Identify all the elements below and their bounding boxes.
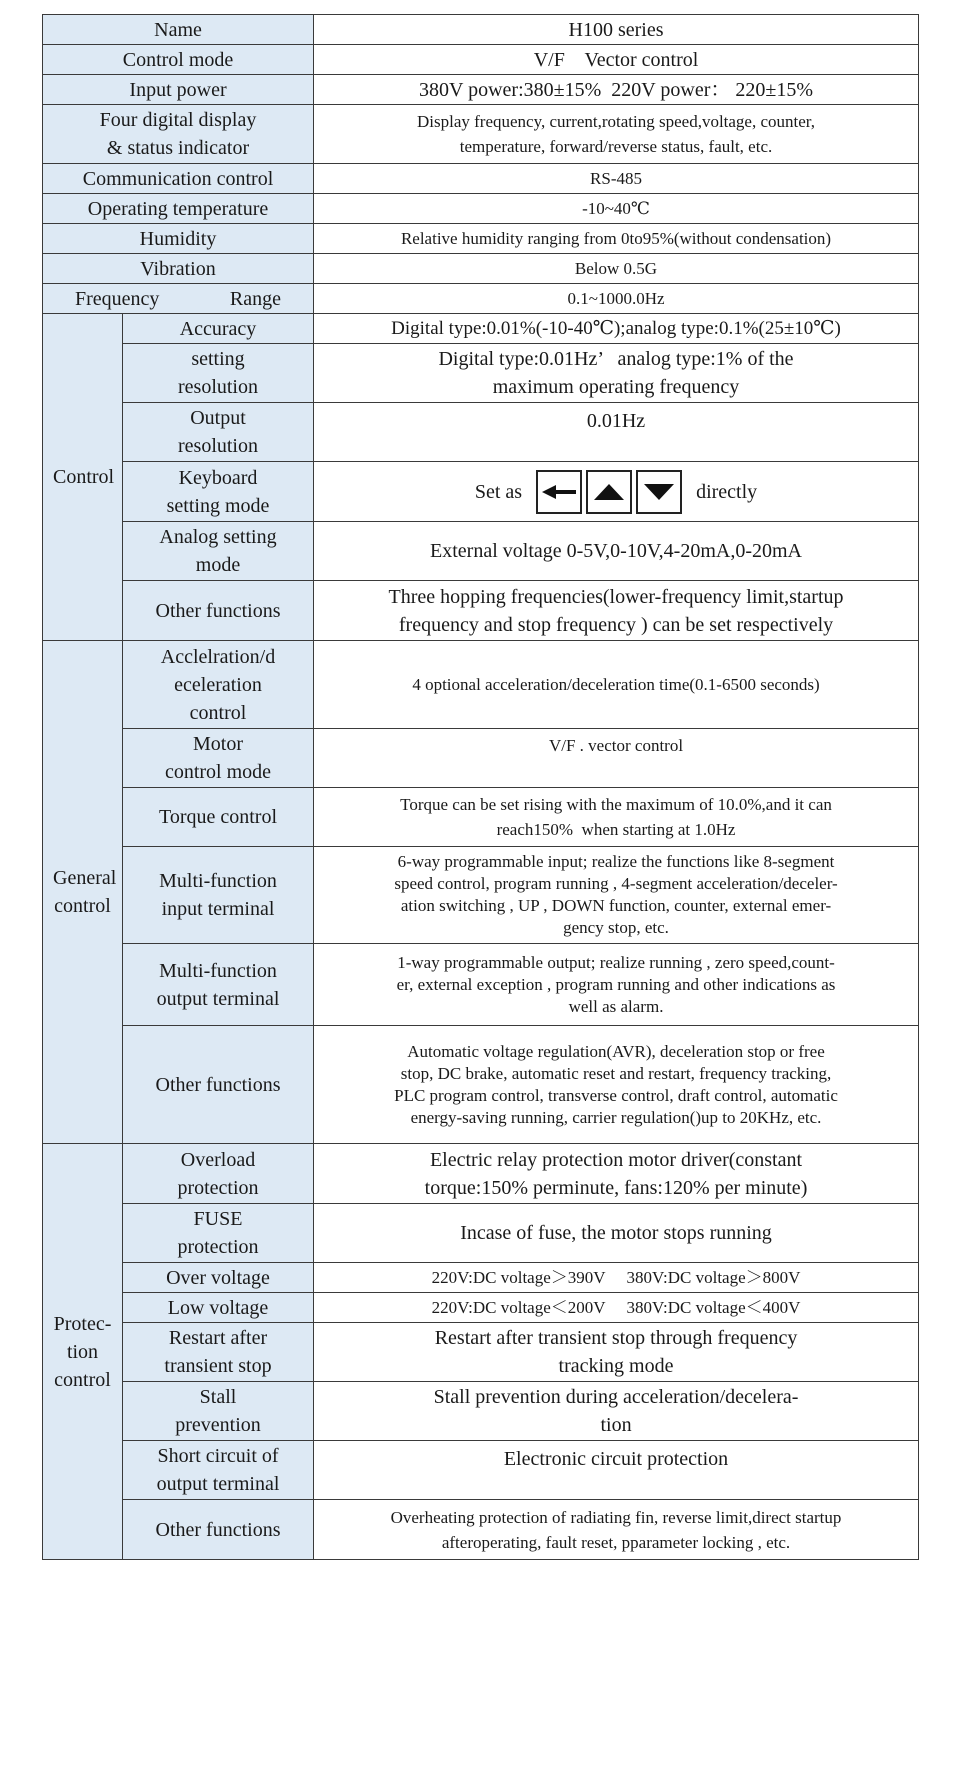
row-analog: [43, 522, 919, 581]
input-terminal-value-line: speed control, program running , 4-segment acceleration/deceler-: [394, 874, 838, 893]
stall-value: [314, 1382, 919, 1441]
stall-label: [123, 1382, 314, 1441]
setting-resolution-value: [314, 344, 919, 403]
output-terminal-value: [314, 944, 919, 1026]
frequency-label: [43, 284, 314, 314]
low-voltage-label: Low voltage: [123, 1293, 314, 1323]
row-over-voltage: [43, 1263, 919, 1293]
row-general-other: [43, 1026, 919, 1144]
control-mode-value: V/F Vector control: [314, 45, 919, 75]
keyboard-suffix: directly: [696, 480, 758, 503]
restart-value: [314, 1323, 919, 1382]
control-other-value-line: Three hopping frequencies(lower-frequency limit,startup: [388, 585, 844, 608]
row-stall: [43, 1382, 919, 1441]
output-resolution-label-line: resolution: [178, 435, 258, 457]
row-setting-resolution: [43, 344, 919, 403]
row-frequency: [43, 284, 919, 314]
accel-label: [123, 641, 314, 729]
row-input-terminal: [43, 847, 919, 944]
display-value-line: Display frequency, current,rotating speed,voltage, counter,: [416, 112, 816, 131]
protection-other-value: [314, 1500, 919, 1560]
output-terminal-value-line: well as alarm.: [568, 996, 664, 1016]
output-resolution-label-line: Output: [190, 407, 246, 429]
row-keyboard: [43, 462, 919, 522]
analog-label: [123, 522, 314, 581]
row-display: [43, 105, 919, 164]
keyboard-keys: [536, 470, 682, 514]
overload-label-line: Overload: [180, 1148, 256, 1171]
fuse-label-line: FUSE: [193, 1208, 243, 1230]
general-other-value: [314, 1026, 919, 1144]
fuse-label: [123, 1204, 314, 1263]
motor-label-line: control mode: [164, 761, 272, 783]
overload-value-line: Electric relay protection motor driver(constant: [429, 1148, 803, 1171]
analog-value: External voltage 0-5V,0-10V,4-20mA,0-20mA: [314, 522, 919, 581]
protection-group-line: Protec-: [53, 1312, 112, 1335]
input-terminal-value-line: gency stop, etc.: [563, 918, 669, 937]
input-terminal-label: [123, 847, 314, 944]
communication-value: RS-485: [314, 164, 919, 194]
vibration-label: Vibration: [43, 254, 314, 284]
input-power-value: 380V power:380±15% 220V power： 220±15%: [314, 75, 919, 105]
humidity-label: Humidity: [43, 224, 314, 254]
row-accuracy: [43, 314, 919, 344]
protection-group-label: [43, 1144, 123, 1560]
keyboard-label-line: setting mode: [166, 494, 270, 517]
frequency-label-a: Frequency: [75, 287, 160, 310]
temperature-label: Operating temperature: [43, 194, 314, 224]
row-output-terminal: [43, 944, 919, 1026]
restart-value-line: Restart after transient stop through frequency: [434, 1327, 798, 1349]
protection-other-value-line: Overheating protection of radiating fin, reverse limit,direct startup: [390, 1507, 842, 1527]
row-accel: [43, 641, 919, 729]
over-voltage-value: 220V:DC voltage＞390V 380V:DC voltage＞800V: [314, 1263, 919, 1293]
protection-other-label: Other functions: [123, 1500, 314, 1560]
torque-value-line: reach150% when starting at 1.0Hz: [496, 820, 736, 839]
row-low-voltage: [43, 1293, 919, 1323]
overload-value-line: torque:150% perminute, fans:120% per minute): [424, 1176, 808, 1199]
setting-resolution-label-line: resolution: [178, 376, 258, 398]
keyboard-value: [314, 462, 919, 522]
motor-value: V/F . vector control: [314, 729, 919, 788]
overload-value: [314, 1144, 919, 1204]
fuse-label-line: protection: [177, 1236, 259, 1258]
output-terminal-label: [123, 944, 314, 1026]
humidity-value: Relative humidity ranging from 0to95%(without condensation): [314, 224, 919, 254]
row-torque: [43, 788, 919, 847]
row-humidity: [43, 224, 919, 254]
spec-sheet: [42, 14, 918, 1560]
protection-group-line: control: [54, 1368, 111, 1391]
triangle-down-icon: [636, 470, 682, 514]
setting-resolution-value-line: maximum operating frequency: [492, 376, 740, 398]
frequency-label-b: Range: [229, 287, 282, 310]
input-terminal-value: [314, 847, 919, 944]
input-power-label: Input power: [43, 75, 314, 105]
row-vibration: [43, 254, 919, 284]
general-other-label: Other functions: [123, 1026, 314, 1144]
restart-label: [123, 1323, 314, 1382]
input-terminal-label-line: input terminal: [161, 898, 275, 920]
accuracy-label: Accuracy: [123, 314, 314, 344]
setting-resolution-value-line: Digital type:0.01Hz’ analog type:1% of the: [438, 348, 794, 370]
input-terminal-label-line: Multi-function: [159, 870, 277, 892]
general-group-label: [43, 641, 123, 1144]
triangle-up-icon: [586, 470, 632, 514]
general-other-value-line: Automatic voltage regulation(AVR), deceleration stop or free: [407, 1041, 825, 1061]
display-label-line: Four digital display: [99, 109, 257, 131]
control-other-value-line: frequency and stop frequency ) can be set respectively: [398, 613, 834, 636]
spec-table: [42, 14, 919, 1560]
row-communication: [43, 164, 919, 194]
stall-value-line: Stall prevention during acceleration/decelera-: [433, 1386, 799, 1408]
row-temperature: [43, 194, 919, 224]
overload-label: [123, 1144, 314, 1204]
accel-value: 4 optional acceleration/deceleration time(0.1-6500 seconds): [314, 641, 919, 729]
general-other-value-line: stop, DC brake, automatic reset and restart, frequency tracking,: [400, 1063, 832, 1083]
protection-group-line: tion: [66, 1340, 99, 1363]
analog-label-line: mode: [195, 554, 241, 576]
analog-label-line: Analog setting: [159, 526, 277, 548]
output-resolution-label: [123, 403, 314, 462]
motor-label-line: Motor: [193, 733, 243, 755]
output-terminal-value-line: 1-way programmable output; realize running , zero speed,count-: [397, 952, 835, 972]
accel-label-line: control: [189, 701, 247, 724]
row-control-mode: [43, 45, 919, 75]
accel-label-line: Acclelration/d: [160, 645, 276, 668]
keyboard-label: [123, 462, 314, 522]
row-protection-other: [43, 1500, 919, 1560]
vibration-value: Below 0.5G: [314, 254, 919, 284]
input-terminal-value-line: 6-way programmable input; realize the functions like 8-segment: [397, 852, 835, 871]
row-output-resolution: [43, 403, 919, 462]
frequency-value: 0.1~1000.0Hz: [314, 284, 919, 314]
general-other-value-line: energy-saving running, carrier regulation()up to 20KHz, etc.: [410, 1107, 822, 1127]
protection-other-value-line: afteroperating, fault reset, pparameter locking , etc.: [441, 1532, 791, 1552]
stall-label-line: Stall: [199, 1386, 237, 1408]
overload-label-line: protection: [177, 1176, 259, 1199]
accel-label-line: eceleration: [174, 673, 262, 696]
keyboard-prefix: Set as: [474, 480, 523, 503]
general-group-line: control: [54, 895, 111, 917]
row-input-power: [43, 75, 919, 105]
short-circuit-value: Electronic circuit protection: [314, 1441, 919, 1500]
output-terminal-value-line: er, external exception , program running and other indications as: [396, 974, 836, 994]
restart-value-line: tracking mode: [558, 1355, 674, 1377]
stall-value-line: tion: [600, 1414, 632, 1436]
row-name: [43, 15, 919, 45]
temperature-value: -10~40℃: [314, 194, 919, 224]
torque-value: [314, 788, 919, 847]
output-resolution-value: 0.01Hz: [314, 403, 919, 462]
display-value: [314, 105, 919, 164]
row-control-other: [43, 581, 919, 641]
accuracy-value: Digital type:0.01%(-10-40℃);analog type:0.1%(25±10℃): [314, 314, 919, 344]
motor-label: [123, 729, 314, 788]
setting-resolution-label-line: setting: [191, 348, 245, 370]
restart-label-line: Restart after: [168, 1327, 268, 1349]
stall-label-line: prevention: [175, 1414, 261, 1436]
keyboard-label-line: Keyboard: [178, 466, 258, 489]
short-circuit-label: [123, 1441, 314, 1500]
setting-resolution-label: [123, 344, 314, 403]
short-circuit-label-line: Short circuit of: [157, 1445, 279, 1467]
input-terminal-value-line: ation switching , UP , DOWN function, counter, external emer-: [400, 896, 832, 915]
control-other-value: [314, 581, 919, 641]
over-voltage-label: Over voltage: [123, 1263, 314, 1293]
low-voltage-value: 220V:DC voltage＜200V 380V:DC voltage＜400V: [314, 1293, 919, 1323]
control-mode-label: Control mode: [43, 45, 314, 75]
name-label: Name: [43, 15, 314, 45]
restart-label-line: transient stop: [164, 1355, 272, 1377]
output-terminal-label-line: output terminal: [156, 987, 280, 1010]
display-value-line: temperature, forward/reverse status, fault, etc.: [459, 137, 773, 156]
name-value: H100 series: [314, 15, 919, 45]
row-fuse: [43, 1204, 919, 1263]
torque-label: Torque control: [123, 788, 314, 847]
control-group-label: Control: [43, 314, 123, 641]
row-motor: [43, 729, 919, 788]
torque-value-line: Torque can be set rising with the maximum of 10.0%,and it can: [400, 795, 832, 814]
output-terminal-label-line: Multi-function: [159, 959, 277, 982]
display-label: [43, 105, 314, 164]
row-short-circuit: [43, 1441, 919, 1500]
left-arrow-icon: [536, 470, 582, 514]
communication-label: Communication control: [43, 164, 314, 194]
row-restart: [43, 1323, 919, 1382]
general-group-line: General: [53, 867, 117, 889]
display-label-line: & status indicator: [106, 137, 250, 159]
row-overload: [43, 1144, 919, 1204]
control-other-label: Other functions: [123, 581, 314, 641]
short-circuit-label-line: output terminal: [156, 1473, 280, 1495]
general-other-value-line: PLC program control, transverse control, draft control, automatic: [394, 1085, 838, 1105]
fuse-value: Incase of fuse, the motor stops running: [314, 1204, 919, 1263]
